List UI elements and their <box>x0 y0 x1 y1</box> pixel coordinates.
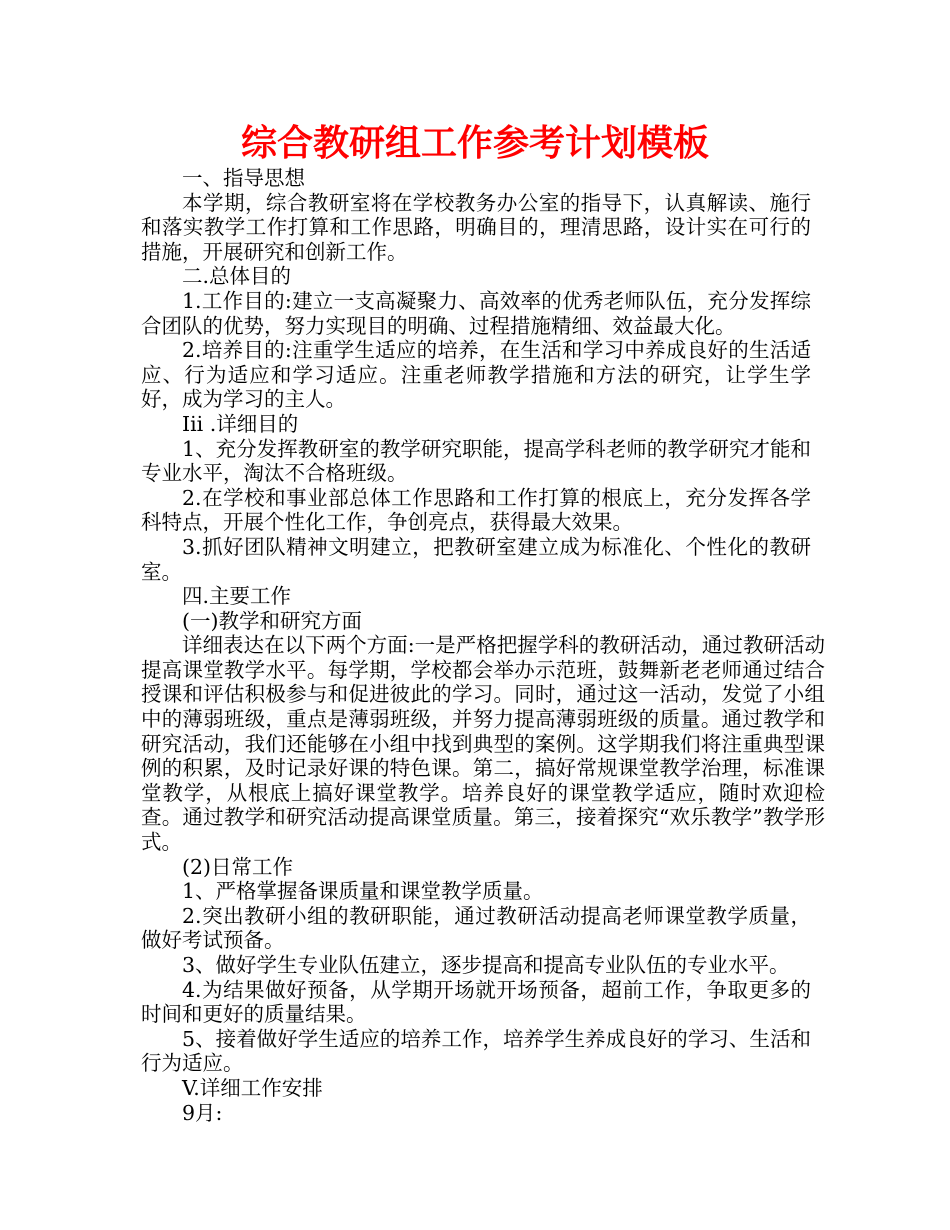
paragraph-daily-work-1: 1、严格掌握备课质量和课堂教学质量。 <box>182 879 544 904</box>
section-heading-overall-goal: 二.总体目的 <box>182 264 292 289</box>
document-body <box>141 166 825 1125</box>
paragraph-daily-work-3: 3、做好学生专业队伍建立，逐步提高和提高专业队伍的专业水平。 <box>182 953 790 977</box>
paragraph-detailed-goal-3: 3.抓好团队精神文明建立，把教研室建立成为标准化、个性化的教研室。 <box>141 534 811 584</box>
schedule-month-september: 9月: <box>182 1100 223 1125</box>
paragraph-detailed-goal-1: 1、充分发挥教研室的教学研究职能，提高学科老师的教学研究才能和专业水平，淘汰不合格班级。 <box>141 436 811 486</box>
subheading-daily-work: (2)日常工作 <box>182 854 294 879</box>
paragraph-guiding-thought: 本学期，综合教研室将在学校教务办公室的指导下，认真解读、施行和落实教学工作打算和工作思路，明确目的，理清思路，设计实在可行的措施，开展研究和创新工作。 <box>141 190 811 264</box>
subheading-teaching-research: (一)教学和研究方面 <box>182 608 362 633</box>
paragraph-training-goal: 2.培养目的:注重学生适应的培养，在生活和学习中养成良好的生活适应、行为适应和学习适应。注重老师教学措施和方法的研究，让学生学好，成为学习的主人。 <box>141 338 811 412</box>
section-heading-guiding-thought: 一、指导思想 <box>182 166 305 190</box>
section-heading-detailed-goals: Iii .详细目的 <box>182 411 299 436</box>
section-heading-main-work: 四.主要工作 <box>182 584 292 609</box>
document-title: 综合教研组工作参考计划模板 <box>240 123 709 164</box>
paragraph-daily-work-5: 5、接着做好学生适应的培养工作，培养学生养成良好的学习、生活和行为适应。 <box>141 1026 811 1076</box>
paragraph-daily-work-4: 4.为结果做好预备，从学期开场就开场预备，超前工作，争取更多的时间和更好的质量结果。 <box>141 977 811 1027</box>
paragraph-teaching-research: 详细表达在以下两个方面:一是严格把握学科的教研活动，通过教研活动提高课堂教学水平。每学期，学校都会举办示范班，鼓舞新老老师通过结合授课和评估积极参与和促进彼此的学习。同时，通过这一活动，发觉了小组中的薄弱班级，重点是薄弱班级，并努力提高薄弱班级的质量。通过教学和研究活动，我们还能够在小组中找到典型的案例。这学期我们将注重典型课例的积累，及时记录好课的特色课。第二，搞好常规课堂教学治理，标准课堂教学，从根底上搞好课堂教学。培养良好的课堂教学适应，随时欢迎检查。通过教学和研究活动提高课堂质量。第三，接着探究“欢乐教学”教学形式。 <box>141 633 825 855</box>
paragraph-work-goal: 1.工作目的:建立一支高凝聚力、高效率的优秀老师队伍，充分发挥综合团队的优势，努力实现目的明确、过程措施精细、效益最大化。 <box>141 288 811 338</box>
paragraph-daily-work-2: 2.突出教研小组的教研职能，通过教研活动提高老师课堂教学质量，做好考试预备。 <box>141 903 811 953</box>
section-heading-work-schedule: V.详细工作安排 <box>182 1075 323 1100</box>
paragraph-detailed-goal-2: 2.在学校和事业部总体工作思路和工作打算的根底上，充分发挥各学科特点，开展个性化工作，争创亮点，获得最大效果。 <box>141 485 811 535</box>
